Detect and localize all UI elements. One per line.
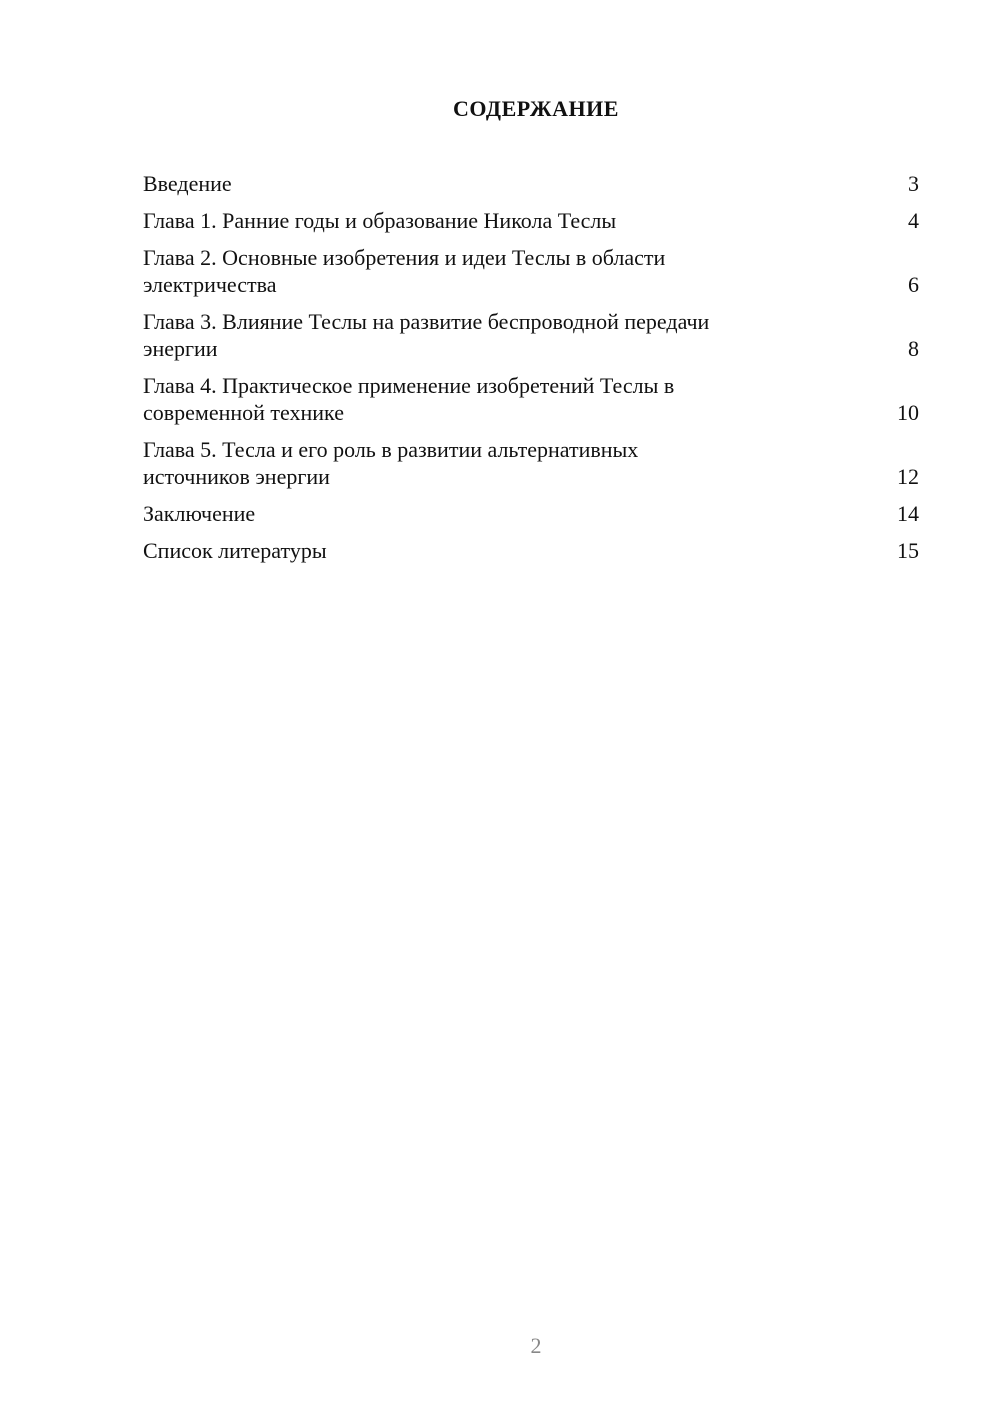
- toc-entry-references: [143, 537, 919, 564]
- toc-entry-text: Глава 1. Ранние годы и образование Никола Теслы: [143, 208, 617, 233]
- toc-entry-chapter-4: [143, 372, 919, 426]
- toc-entry-page: 14: [897, 501, 919, 526]
- toc-entry-introduction: [143, 170, 919, 197]
- toc-entry-text: Глава 4. Практическое применение изобретений Теслы в современной технике: [143, 373, 675, 425]
- toc-entry-text: Список литературы: [143, 538, 327, 563]
- toc-entry-chapter-3: [143, 308, 919, 362]
- toc-entry-chapter-2: [143, 244, 919, 298]
- toc-entry-page: 12: [897, 464, 919, 489]
- toc-entry-page: 10: [897, 400, 919, 425]
- toc-entry-text: Введение: [143, 171, 232, 196]
- toc-entry-page: 15: [897, 538, 919, 563]
- toc-entry-text: Глава 3. Влияние Теслы на развитие беспроводной передачи энергии: [143, 309, 710, 361]
- table-of-contents: [143, 170, 919, 574]
- toc-entry-page: 3: [908, 171, 919, 196]
- toc-entry-page: 6: [908, 272, 919, 297]
- toc-entry-chapter-1: [143, 207, 919, 234]
- page-number: 2: [530, 1333, 542, 1358]
- toc-entry-page: 4: [908, 208, 919, 233]
- toc-entry-text: Глава 5. Тесла и его роль в развитии альтернативных источников энергии: [143, 437, 639, 489]
- toc-title: СОДЕРЖАНИЕ: [453, 96, 619, 121]
- toc-entry-text: Заключение: [143, 501, 256, 526]
- toc-entry-chapter-5: [143, 436, 919, 490]
- toc-entry-page: 8: [908, 336, 919, 361]
- toc-entry-text: Глава 2. Основные изобретения и идеи Теслы в области электричества: [143, 245, 666, 297]
- toc-entry-conclusion: [143, 500, 919, 527]
